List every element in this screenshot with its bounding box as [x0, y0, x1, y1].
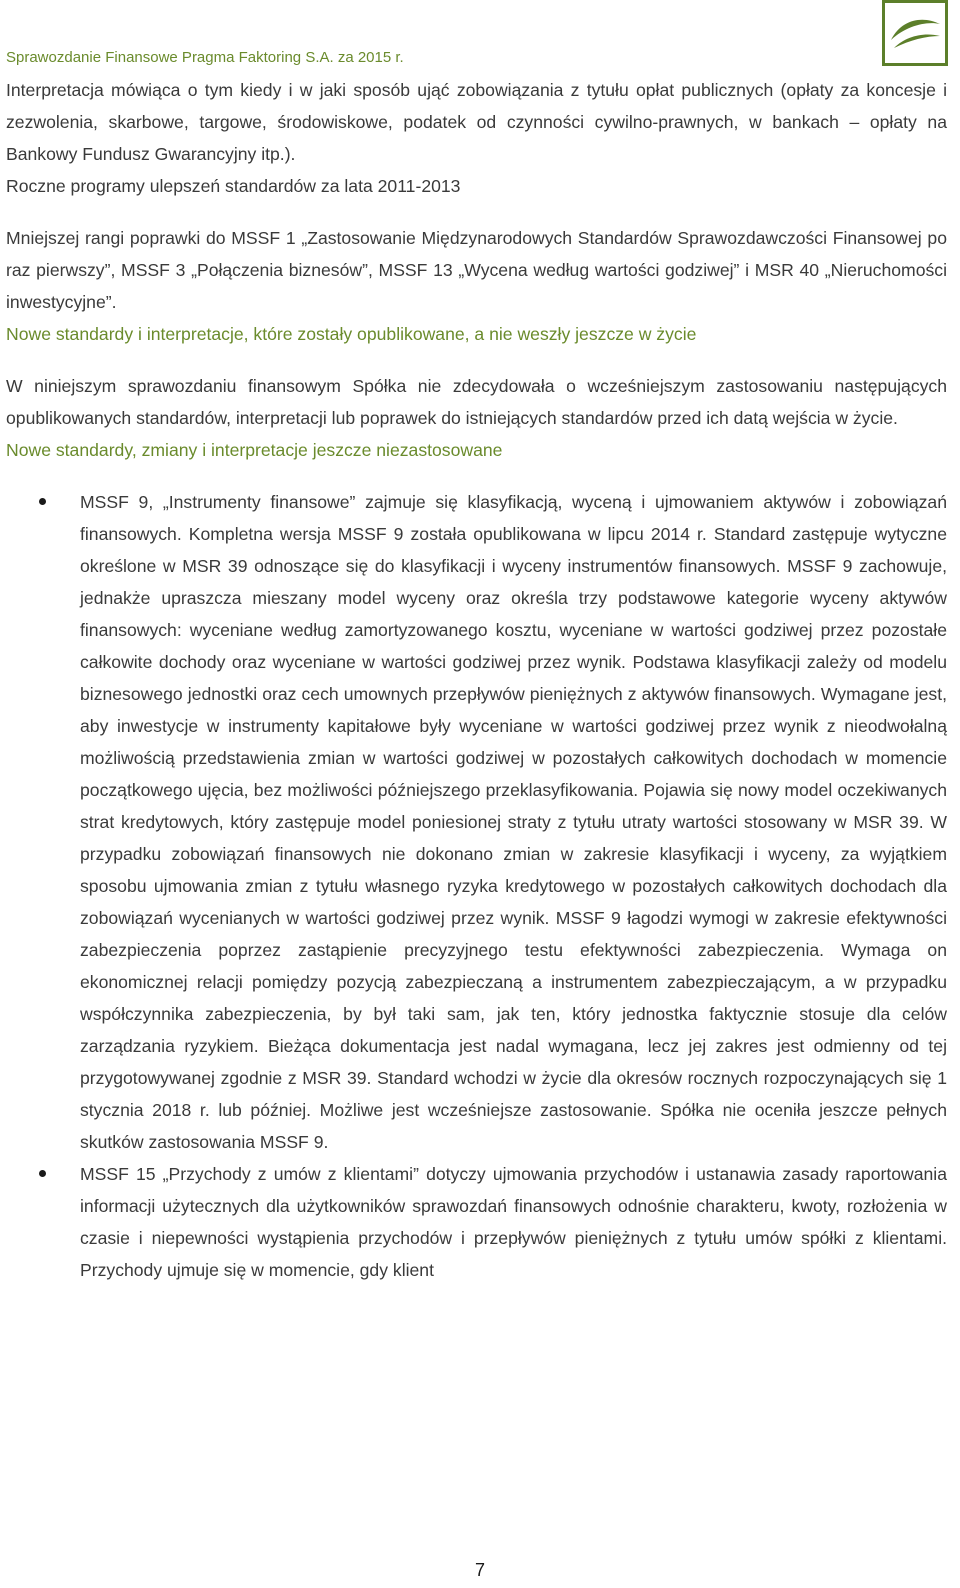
- bullet-icon: [39, 1170, 46, 1177]
- paragraph-early-application: W niniejszym sprawozdaniu finansowym Spółka nie zdecydowała o wcześniejszym zastosowaniu następujących opublikowanych standardów, interpretacji lub poprawek do istniejących standardów przed ich datą wejścia w życie.: [6, 376, 947, 428]
- heading-new-standards-published: Nowe standardy i interpretacje, które zostały opublikowane, a nie weszły jeszcze w życie: [6, 324, 697, 344]
- list-item-text: MSSF 15 „Przychody z umów z klientami” dotyczy ujmowania przychodów i ustanawia zasady raportowania informacji użytecznych dla użytkowników sprawozdań finansowych odnośnie charakteru, kwoty, rozłożenia w czasie i niepewności wystąpienia przychodów i przepływów pieniężnych z tytułu umów spółki z klientami. Przychody ujmuje się w momencie, gdy klient: [80, 1164, 947, 1280]
- list-item: [6, 486, 947, 1158]
- heading-annual-improvements: Roczne programy ulepszeń standardów za lata 2011-2013: [6, 176, 461, 196]
- paragraph-interpretation: Interpretacja mówiąca o tym kiedy i w jaki sposób ująć zobowiązania z tytułu opłat publicznych (opłaty za koncesje i zezwolenia, skarbowe, targowe, środowiskowe, podatek od czynności cywilno-prawnych, w bankach – opłaty na Bankowy Fundusz Gwarancyjny itp.).: [6, 80, 947, 164]
- bullet-icon: [39, 498, 46, 505]
- heading-standards-not-applied: Nowe standardy, zmiany i interpretacje jeszcze niezastosowane: [6, 440, 503, 460]
- list-item: [6, 1158, 947, 1286]
- document-body: [6, 74, 947, 1286]
- paragraph-minor-amendments: Mniejszej rangi poprawki do MSSF 1 „Zastosowanie Międzynarodowych Standardów Sprawozdawczości Finansowej po raz pierwszy”, MSSF 3 „Połączenia biznesów”, MSSF 13 „Wycena według wartości godziwej” i MSR 40 „Nieruchomości inwestycyjne”.: [6, 228, 947, 312]
- standards-list: [6, 486, 947, 1286]
- document-header-title: Sprawozdanie Finansowe Pragma Faktoring S.A. za 2015 r.: [6, 49, 404, 66]
- pragma-logo-icon: [882, 0, 948, 66]
- page-number: 7: [474, 1560, 485, 1580]
- list-item-text: MSSF 9, „Instrumenty finansowe” zajmuje się klasyfikacją, wyceną i ujmowaniem aktywów i zobowiązań finansowych. Kompletna wersja MSSF 9 została opublikowana w lipcu 2014 r. Standard zastępuje wytyczne określone w MSR 39 odnoszące się do klasyfikacji i wyceny instrumentów finansowych. MSSF 9 zachowuje, jednakże upraszcza mieszany model wyceny oraz określa trzy podstawowe kategorie wyceny aktywów finansowych: wyceniane według zamortyzowanego kosztu, wyceniane w wartości godziwej przez pozostałe całkowite dochody oraz wyceniane w wartości godziwej przez wynik. Podstawa klasyfikacji zależy od modelu biznesowego jednostki oraz cech umownych przepływów pieniężnych z aktywów finansowych. Wymagane jest, aby inwestycje w instrumenty kapitałowe były wyceniane w wartości godziwej przez wynik z nieodwołalną możliwością przedstawienia zmian w wartości godziwej w pozostałych całkowitych dochodach w momencie początkowego ujęcia, bez możliwości późniejszego przeklasyfikowania. Pojawia się nowy model oczekiwanych strat kredytowych, który zastępuje model poniesionej straty z tytułu utraty wartości stosowany w MSR 39. W przypadku zobowiązań finansowych nie dokonano zmian w zakresie klasyfikacji i wyceny, za wyjątkiem sposobu ujmowania zmian z tytułu własnego ryzyka kredytowego w pozostałych całkowitych dochodach dla zobowiązań wycenianych w wartości godziwej przez wynik. MSSF 9 łagodzi wymogi w zakresie efektywności zabezpieczenia poprzez zastąpienie precyzyjnego testu efektywności zabezpieczenia. Wymaga on ekonomicznej relacji pomiędzy pozycją zabezpieczaną a instrumentem zabezpieczającym, a w przypadku współczynnika zabezpieczenia, by był taki sam, jak ten, który jednostka faktycznie stosuje dla celów zarządzania ryzykiem. Bieżąca dokumentacja jest nadal wymagana, lecz jej zakres jest odmienny od tej przygotowywanej zgodnie z MSR 39. Standard wchodzi w życie dla okresów rocznych rozpoczynających się 1 stycznia 2018 r. lub później. Możliwe jest wcześniejsze zastosowanie. Spółka nie oceniła jeszcze pełnych skutków zastosowania MSSF 9.: [80, 492, 947, 1152]
